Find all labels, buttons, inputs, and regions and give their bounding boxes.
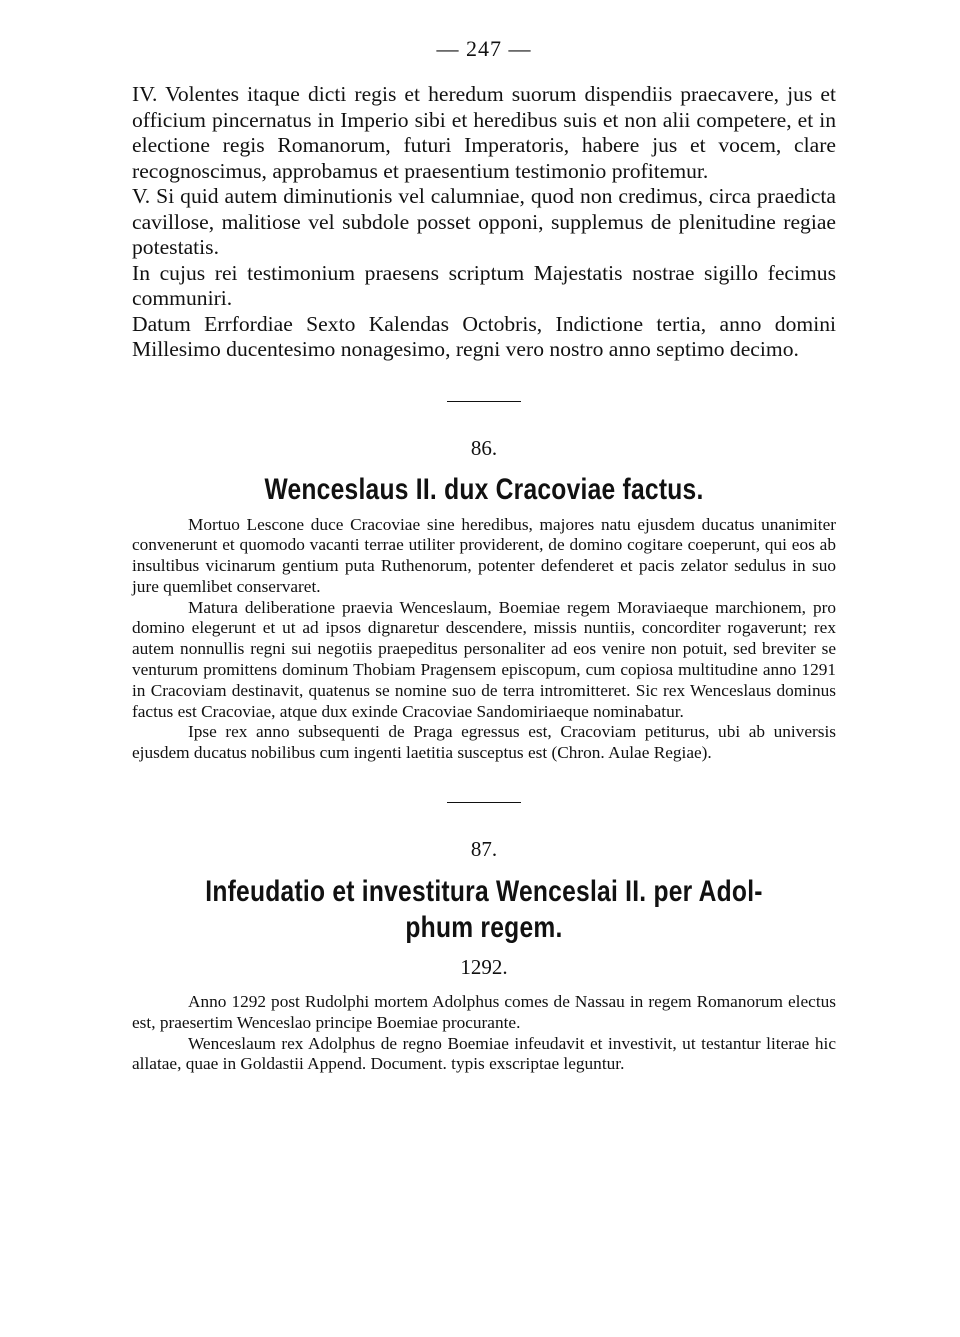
paragraph-testimonium: In cujus rei testimonium praesens scriptum Majestatis nostrae sigillo fecimus communiri. xyxy=(132,260,836,310)
section-86-paragraph: Mortuo Lescone duce Cracoviae sine heredibus, majores natu ejusdem ducatus unanimiter convenerunt et quomodo vacanti terrae utiliter providerent, de domino cogitare coeperunt, qui eos ab insultibus vicinarum gentium puta Ruthenorum, potenter defenderet et pacis zelator sedulus in suo jure quemlibet conservaret. xyxy=(132,514,836,596)
page xyxy=(132,34,836,1075)
section-86-text xyxy=(132,515,836,765)
section-87-text xyxy=(132,992,836,1075)
paragraph-v: V. Si quid autem diminutionis vel calumniae, quod non credimus, circa praedicta cavillose, malitiose vel subdole posset opponi, supplemus de plenitudine regiae potestatis. xyxy=(132,184,836,259)
section-87-paragraph: Anno 1292 post Rudolphi mortem Adolphus comes de Nassau in regem Romanorum electus est, praesertim Wenceslao principe Boemiae procurante. xyxy=(132,992,836,1032)
paragraph-datum: Datum Errfordiae Sexto Kalendas Octobris, Indictione tertia, anno domini Millesimo ducentesimo nonagesimo, regni vero nostro anno septimo decimo. xyxy=(132,311,836,361)
section-87-title xyxy=(195,874,772,946)
page-number: — 247 — xyxy=(436,36,532,61)
section-86-number: 86. xyxy=(470,435,498,460)
paragraph-iv: IV. Volentes itaque dicti regis et heredum suorum dispendiis praecavere, jus et officium pincernatus in Imperio sibi et heredibus suis et non alii competere, et in electione regis Romanorum, futuri Imperatoris, habere jus et vocem, clare recognoscimus, approbamus et praesentium testimonio profitemur. xyxy=(132,82,836,183)
section-86-title: Wenceslaus II. dux Cracoviae factus. xyxy=(264,472,704,506)
section-87-title-line: Infeudatio et investitura Wenceslai II. per Adol- xyxy=(205,875,763,909)
section-divider xyxy=(447,401,521,402)
section-87-paragraph: Wenceslaum rex Adolphus de regno Boemiae infeudavit et investivit, ut testantur literae hic allatae, quae in Goldastii Append. Document. typis exscriptae leguntur. xyxy=(132,1033,836,1074)
charter-text xyxy=(132,82,836,363)
section-87-number: 87. xyxy=(470,837,498,862)
section-87-year: 1292. xyxy=(460,955,508,980)
section-86-paragraph: Matura deliberatione praevia Wenceslaum, Boemiae regem Moraviaeque marchionem, pro domino elegerunt et ut ad ipsos dignaretur descendere, missis nuntiis, concorditer rogaverunt; rex autem nonnullis regni sui negotiis praepeditus personaliter ad eos venire non potuit, sed breviter se venturum promittens dominum Thobiam Pragensem episcopum, cum copiosa multitudine anno 1291 in Cracoviam destinavit, quatenus se nomine suo de terra intromitteret. Sic rex Wenceslaus dominus factus est Cracoviae, atque dux exinde Cracoviae Sandomiriaeque nominabatur. xyxy=(132,597,836,721)
section-86-paragraph: Ipse rex anno subsequenti de Praga egressus est, Cracoviam petiturus, ubi ab universis ejusdem ducatus nobilibus cum ingenti laetitia susceptus est (Chron. Aulae Regiae). xyxy=(132,722,836,763)
section-87-title-line: phum regem. xyxy=(405,911,563,945)
section-divider xyxy=(447,802,521,803)
